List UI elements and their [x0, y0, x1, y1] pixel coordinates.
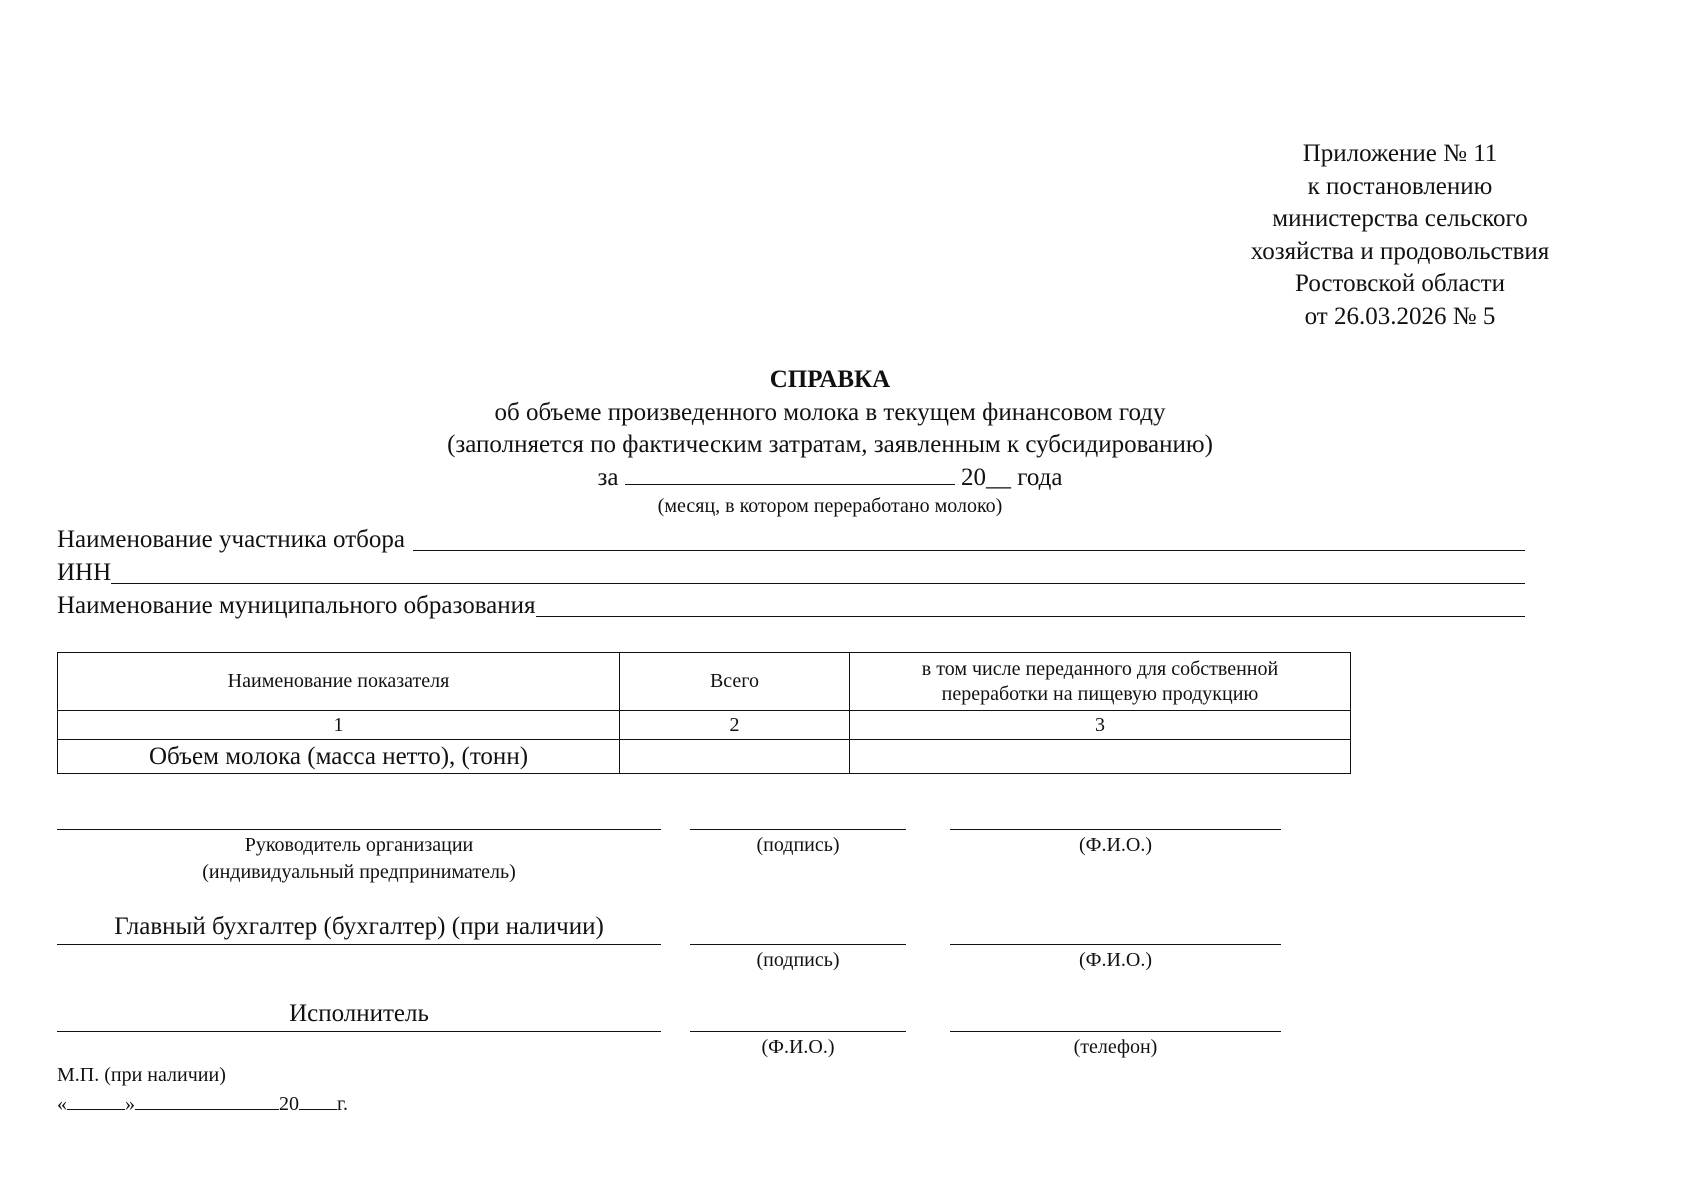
appendix-header — [1180, 138, 1620, 334]
inn-row — [57, 558, 1525, 588]
document-note: (заполняется по фактическим затратам, заявленным к субсидированию) — [447, 431, 1213, 459]
period-line — [300, 462, 1360, 495]
fio-caption: (Ф.И.О.) — [1078, 834, 1152, 856]
column-header: Всего — [620, 653, 850, 711]
accountant-fio-line[interactable] — [950, 944, 1281, 945]
signature-caption: (подпись) — [756, 834, 840, 856]
inn-field[interactable] — [111, 559, 1525, 584]
table-row — [58, 740, 1351, 774]
milk-volume-table — [57, 652, 1351, 774]
accountant-label: Главный бухгалтер (бухгалтер) (при наличии) — [114, 913, 604, 940]
participant-row — [57, 525, 1525, 555]
indicator-name-cell: Объем молока (масса нетто), (тонн) — [58, 740, 620, 774]
date-close-quote: » — [125, 1093, 135, 1115]
head-caption-line: Руководитель организации — [244, 834, 474, 856]
table-header-row — [58, 653, 1351, 711]
processing-cell[interactable] — [850, 740, 1351, 774]
appendix-line: хозяйства и продовольствия — [1250, 237, 1550, 265]
seal-label: М.П. (при наличии) — [57, 1064, 226, 1086]
date-open-quote: « — [57, 1093, 67, 1115]
accountant-signature-line[interactable] — [690, 944, 906, 945]
column-header: Наименование показателя — [58, 653, 620, 711]
date-year-field[interactable] — [299, 1091, 337, 1110]
period-year: 20__ года — [961, 463, 1063, 491]
accountant-position-line — [57, 944, 661, 945]
appendix-line: от 26.03.2026 № 5 — [1304, 302, 1496, 330]
fio-caption: (Ф.И.О.) — [1078, 949, 1152, 971]
period-hint: (месяц, в котором переработано молоко) — [657, 495, 1003, 518]
column-number: 2 — [620, 711, 850, 740]
document-subtitle: об объеме произведенного молока в текущем финансовом году — [494, 398, 1166, 426]
date-day-field[interactable] — [67, 1091, 125, 1110]
head-caption-line: (индивидуальный предприниматель) — [202, 861, 516, 883]
inn-label: ИНН — [57, 559, 112, 586]
head-fio-line[interactable] — [950, 829, 1281, 830]
executor-position-line — [57, 1031, 661, 1032]
document-title-block — [300, 364, 1360, 518]
date-year-prefix: 20 — [279, 1093, 299, 1115]
municipality-field[interactable] — [536, 592, 1525, 617]
document-title: СПРАВКА — [769, 366, 891, 393]
municipality-row — [57, 591, 1525, 621]
participant-field[interactable] — [413, 526, 1525, 551]
appendix-line: Приложение № 11 — [1302, 140, 1498, 167]
column-header: в том числе переданного для собственной переработки на пищевую продукцию — [850, 653, 1351, 711]
column-number-row — [58, 711, 1351, 740]
date-suffix: г. — [337, 1093, 348, 1115]
appendix-line: министерства сельского — [1272, 205, 1528, 233]
executor-fio-line[interactable] — [690, 1031, 906, 1032]
date-month-field[interactable] — [135, 1091, 279, 1110]
head-caption — [57, 832, 661, 886]
executor-phone-line[interactable] — [950, 1031, 1281, 1032]
column-number: 1 — [58, 711, 620, 740]
municipality-label: Наименование муниципального образования — [57, 592, 536, 619]
signature-caption: (подпись) — [756, 949, 840, 971]
head-position-line[interactable] — [57, 829, 661, 830]
executor-fio-caption: (Ф.И.О.) — [761, 1036, 835, 1058]
period-prefix: за — [597, 463, 619, 491]
phone-caption: (телефон) — [1073, 1036, 1158, 1058]
executor-label: Исполнитель — [289, 1000, 429, 1027]
seal-and-date-block — [57, 1061, 348, 1119]
participant-label: Наименование участника отбора — [57, 526, 405, 553]
appendix-line: к постановлению — [1307, 172, 1493, 200]
date-line — [57, 1090, 348, 1119]
total-cell[interactable] — [620, 740, 850, 774]
period-month-field[interactable] — [625, 462, 955, 485]
column-number: 3 — [850, 711, 1351, 740]
appendix-line: Ростовской области — [1295, 270, 1505, 298]
head-signature-line[interactable] — [690, 829, 906, 830]
